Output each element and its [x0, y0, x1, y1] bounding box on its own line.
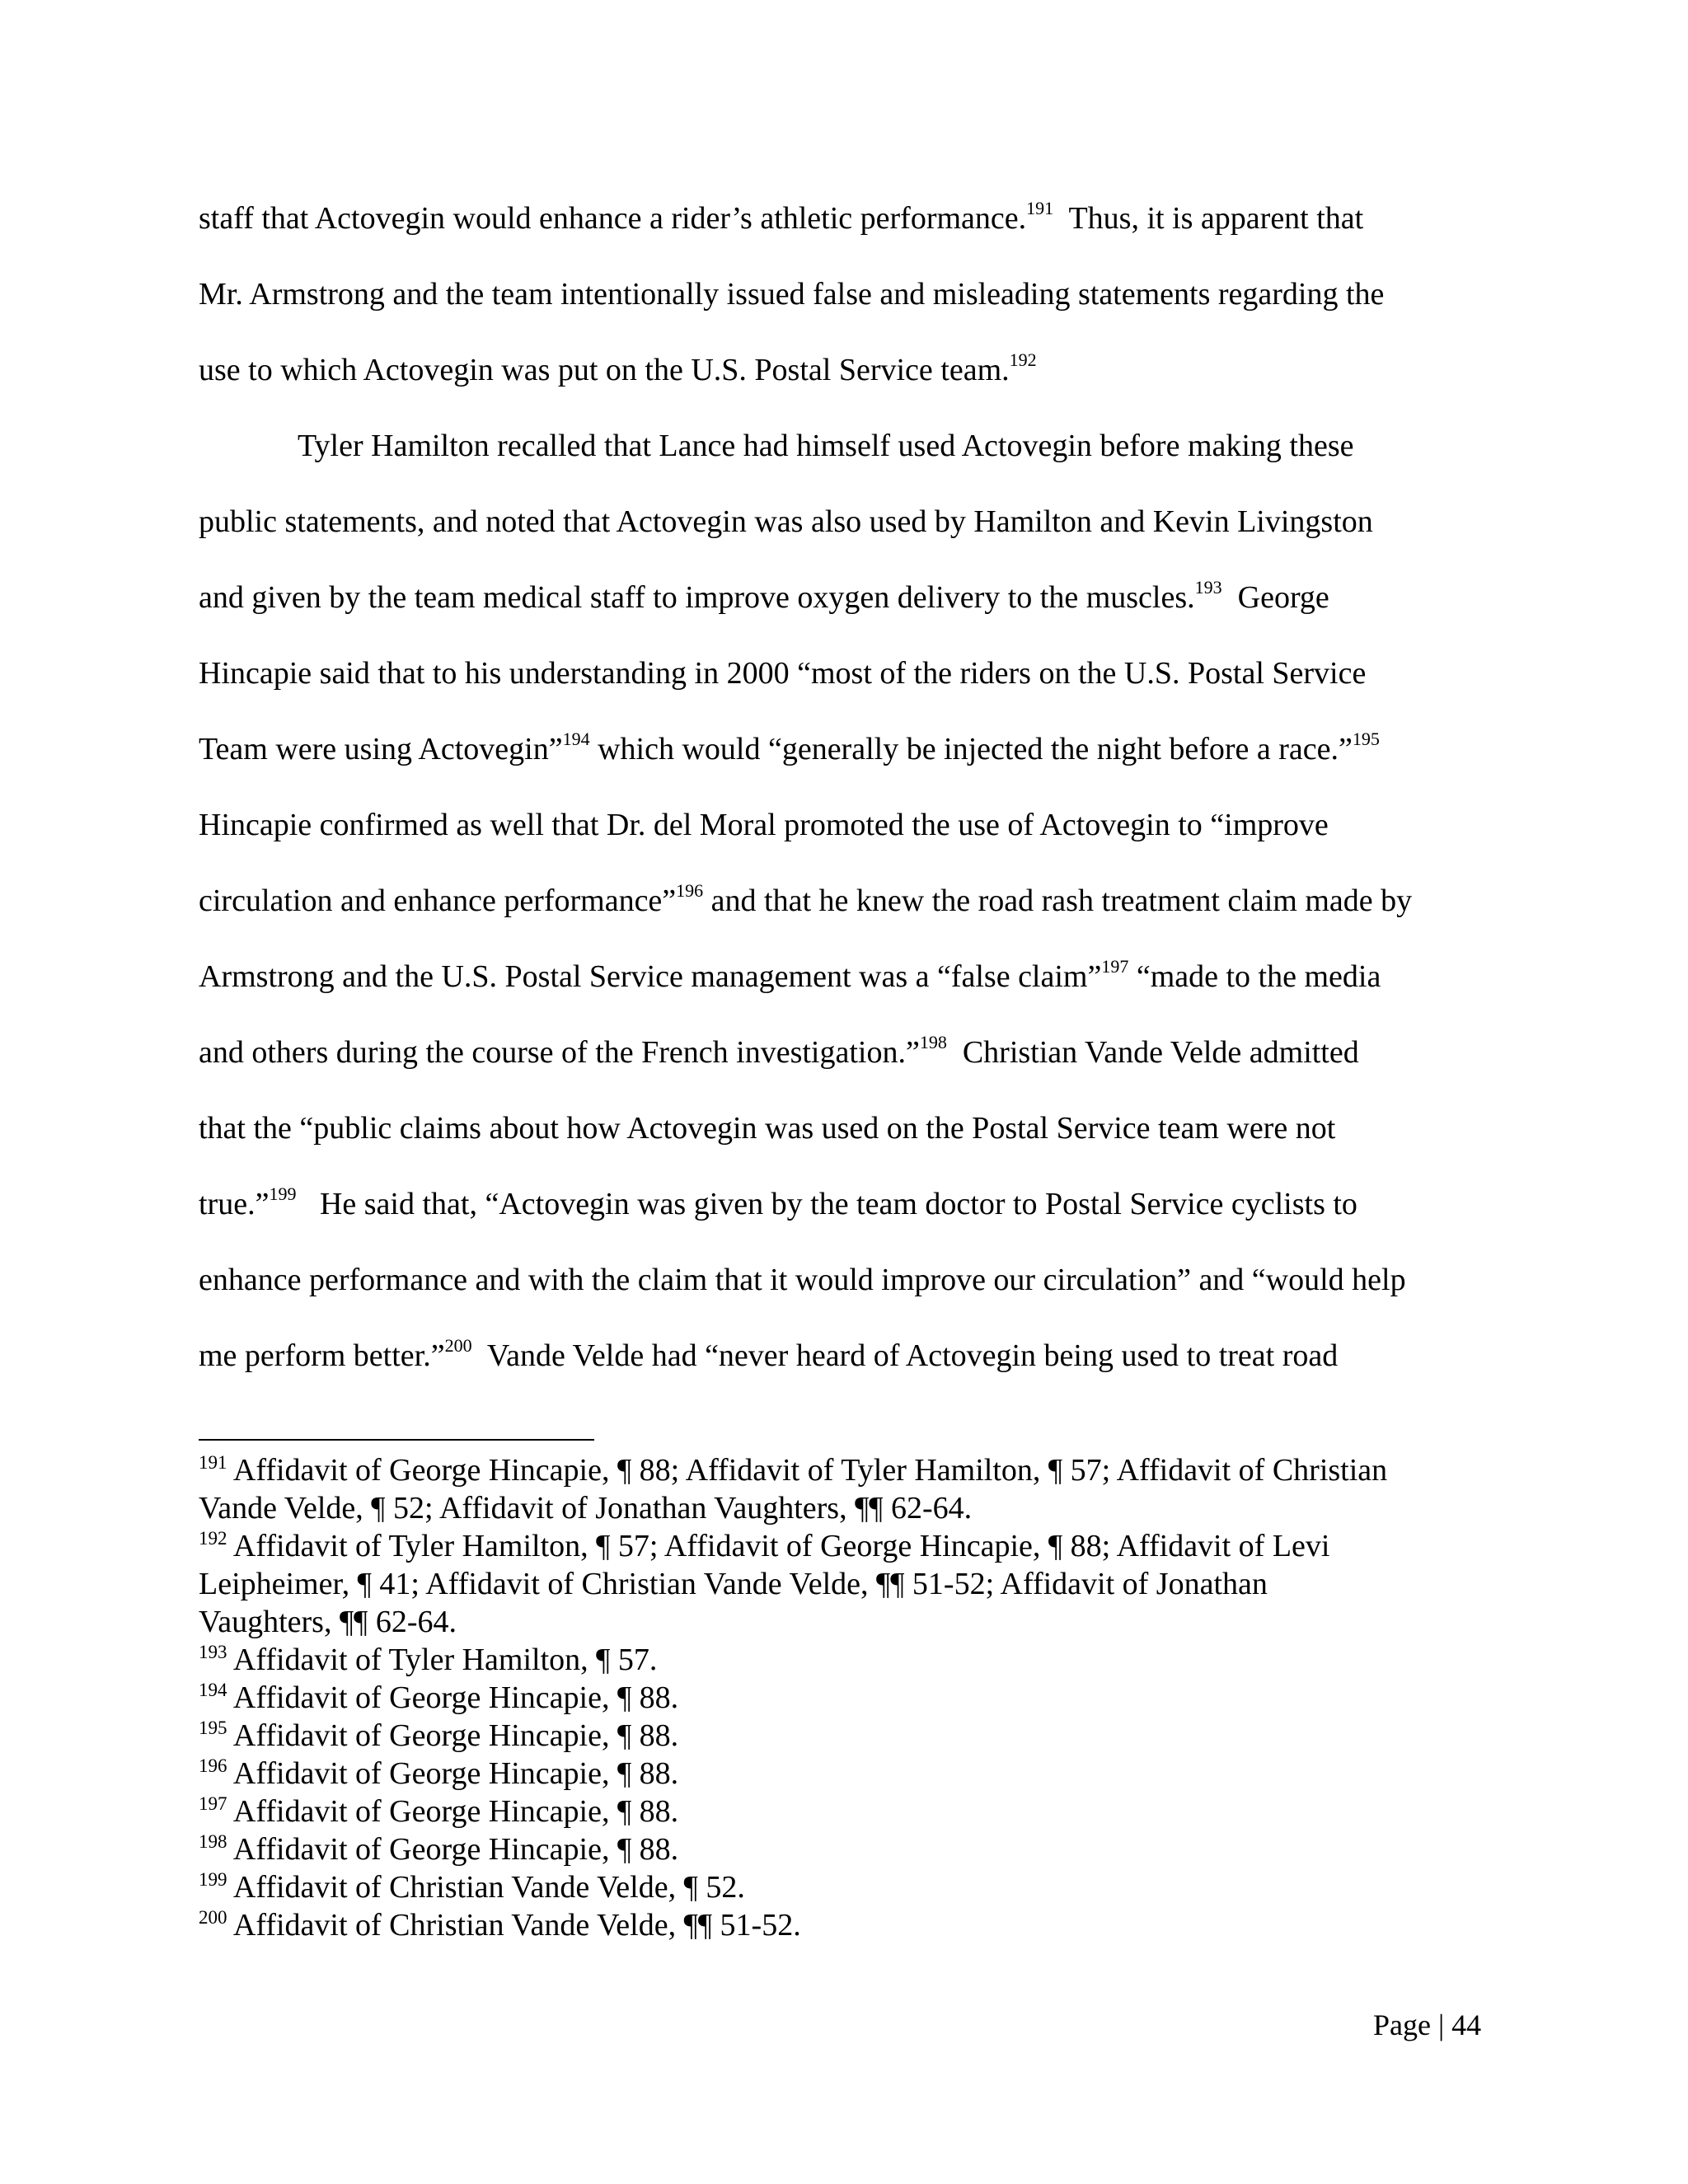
text-run: Hincapie said that to his understanding in 2000 “most of the riders on the U.S. Postal Service: [199, 656, 1367, 691]
body-line-paragraph-start: [298, 427, 1354, 465]
footnote-text: Affidavit of George Hincapie, ¶ 88.: [227, 1680, 679, 1715]
footnote-ref-195[interactable]: 195: [1352, 729, 1380, 749]
footnote-200: [199, 1907, 801, 1943]
footnote-ref-199[interactable]: 199: [269, 1183, 297, 1204]
footnote-text: Affidavit of Tyler Hamilton, ¶ 57.: [227, 1643, 658, 1677]
footnote-ref-198[interactable]: 198: [919, 1032, 947, 1052]
text-run: use to which Actovegin was put on the U.S. Postal Service team.: [199, 353, 1010, 387]
text-run: Tyler Hamilton recalled that Lance had himself used Actovegin before making these: [298, 429, 1354, 463]
footnote-191-cont: [199, 1490, 972, 1526]
text-run: Team were using Actovegin”: [199, 732, 563, 766]
footnote-196: [199, 1755, 678, 1792]
footnote-ref-196[interactable]: 196: [676, 880, 704, 901]
body-line: [199, 275, 1384, 313]
footnote-192-cont: [199, 1566, 1268, 1602]
footnote-text: Leipheimer, ¶ 41; Affidavit of Christian Vande Velde, ¶¶ 51-52; Affidavit of Jonathan: [199, 1567, 1268, 1601]
body-line: [199, 503, 1373, 541]
text-run: staff that Actovegin would enhance a rider’s athletic performance.: [199, 201, 1027, 236]
text-run: and others during the course of the French investigation.”: [199, 1035, 920, 1070]
footnote-text: Vaughters, ¶¶ 62-64.: [199, 1605, 457, 1639]
footnote-number: 198: [199, 1831, 227, 1852]
footnote-number: 197: [199, 1793, 227, 1814]
footnote-text: Affidavit of George Hincapie, ¶ 88.: [227, 1832, 679, 1867]
footnote-ref-194[interactable]: 194: [562, 729, 590, 749]
body-line: [199, 654, 1366, 692]
body-line: [199, 882, 1412, 920]
footnote-text: Affidavit of George Hincapie, ¶ 88; Affidavit of Tyler Hamilton, ¶ 57; Affidavit of Christian: [227, 1453, 1388, 1488]
footnote-number: 194: [199, 1680, 227, 1700]
text-run: circulation and enhance performance”: [199, 883, 677, 918]
footnote-text: Affidavit of George Hincapie, ¶ 88.: [227, 1718, 679, 1753]
text-run: which would “generally be injected the night before a race.”: [589, 732, 1353, 766]
footnote-ref-192[interactable]: 192: [1009, 349, 1037, 370]
body-line: [199, 806, 1329, 844]
footnote-197: [199, 1793, 678, 1830]
footnote-191: [199, 1452, 1387, 1488]
text-run: Christian Vande Velde admitted: [946, 1035, 1359, 1070]
body-line: [199, 1185, 1357, 1223]
text-run: Thus, it is apparent that: [1053, 201, 1364, 236]
text-run: Armstrong and the U.S. Postal Service management was a “false claim”: [199, 959, 1102, 994]
text-run: George: [1221, 580, 1329, 615]
text-run: that the “public claims about how Actovegin was used on the Postal Service team were not: [199, 1111, 1336, 1146]
text-run: me perform better.”: [199, 1338, 445, 1373]
text-run: true.”: [199, 1187, 270, 1221]
footnote-ref-200[interactable]: 200: [444, 1335, 472, 1356]
footnote-ref-193[interactable]: 193: [1194, 577, 1222, 598]
body-line: [199, 730, 1380, 768]
body-line: [199, 351, 1037, 389]
footnote-ref-191[interactable]: 191: [1026, 198, 1054, 218]
footnote-193: [199, 1642, 657, 1678]
footnote-separator: [199, 1439, 594, 1441]
footnote-number: 199: [199, 1869, 227, 1890]
footnote-ref-197[interactable]: 197: [1101, 956, 1129, 977]
text-run: enhance performance and with the claim that it would improve our circulation” and “would help: [199, 1263, 1406, 1297]
footnote-number: 193: [199, 1642, 227, 1662]
text-run: He said that, “Actovegin was given by the team doctor to Postal Service cyclists to: [296, 1187, 1357, 1221]
body-line: [199, 199, 1363, 237]
footnote-text: Affidavit of Tyler Hamilton, ¶ 57; Affidavit of George Hincapie, ¶ 88; Affidavit of Levi: [227, 1529, 1330, 1563]
text-run: and given by the team medical staff to improve oxygen delivery to the muscles.: [199, 580, 1195, 615]
text-run: Vande Velde had “never heard of Actovegin being used to treat road: [471, 1338, 1339, 1373]
body-line: [199, 1109, 1335, 1147]
text-run: “made to the media: [1128, 959, 1381, 994]
footnote-198: [199, 1831, 678, 1868]
footnote-number: 200: [199, 1907, 227, 1928]
page-number: Page | 44: [1373, 2008, 1482, 2041]
body-line: [199, 958, 1381, 996]
footnote-text: Affidavit of George Hincapie, ¶ 88.: [227, 1756, 679, 1791]
footnote-text: Affidavit of Christian Vande Velde, ¶¶ 51-52.: [227, 1908, 801, 1943]
footnote-text: Vande Velde, ¶ 52; Affidavit of Jonathan Vaughters, ¶¶ 62-64.: [199, 1491, 973, 1526]
footnote-194: [199, 1680, 678, 1716]
footnote-number: 195: [199, 1718, 227, 1738]
footnote-text: Affidavit of George Hincapie, ¶ 88.: [227, 1794, 679, 1829]
footnote-number: 191: [199, 1452, 227, 1473]
text-run: Hincapie confirmed as well that Dr. del Moral promoted the use of Actovegin to “improve: [199, 808, 1329, 842]
footnote-number: 192: [199, 1528, 227, 1549]
body-line: [199, 1261, 1406, 1299]
body-line: [199, 579, 1329, 616]
footnote-text: Affidavit of Christian Vande Velde, ¶ 52.: [227, 1870, 745, 1905]
footnote-195: [199, 1718, 678, 1754]
footnote-number: 196: [199, 1755, 227, 1776]
body-line: [199, 1337, 1338, 1375]
text-run: and that he knew the road rash treatment claim made by: [703, 883, 1413, 918]
footnote-199: [199, 1869, 745, 1905]
body-line: [199, 1033, 1359, 1071]
footnote-192-cont: [199, 1604, 457, 1640]
text-run: public statements, and noted that Actovegin was also used by Hamilton and Kevin Livingston: [199, 504, 1373, 539]
footnote-192: [199, 1528, 1329, 1564]
text-run: Mr. Armstrong and the team intentionally issued false and misleading statements regarding the: [199, 277, 1385, 312]
